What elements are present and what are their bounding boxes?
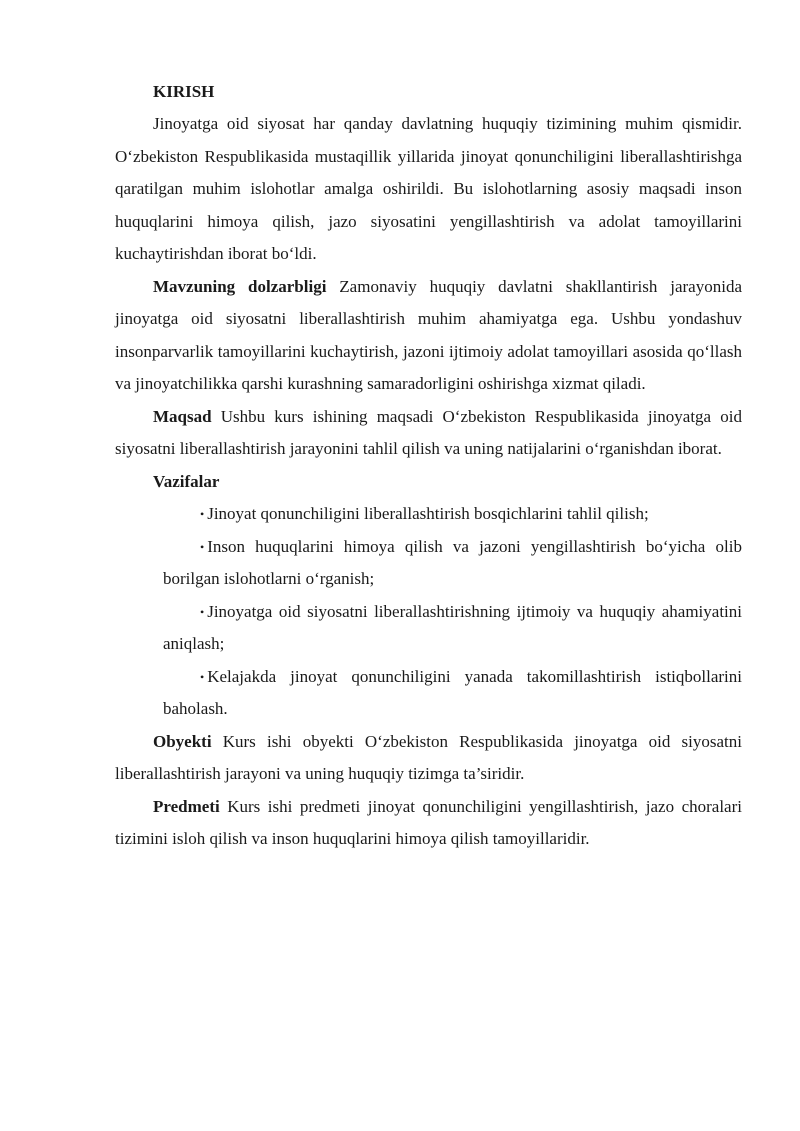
bullet-icon: •: [200, 507, 205, 521]
subject-label: Predmeti: [153, 796, 220, 816]
list-item-text: Jinoyatga oid siyosatni liberallashtirishning ijtimoiy va huquqiy ahamiyatini aniqlash;: [163, 601, 742, 653]
goal-paragraph: [115, 401, 742, 466]
list-item: [115, 661, 742, 726]
relevance-label: Mavzuning dolzarbligi: [153, 276, 327, 296]
list-item-text: Jinoyat qonunchiligini liberallashtirish bosqichlarini tahlil qilish;: [207, 504, 649, 523]
tasks-list: [115, 498, 742, 726]
tasks-heading: [115, 466, 742, 499]
subject-text: Kurs ishi predmeti jinoyat qonunchiligini yengillashtirish, jazo choralari tizimini isloh qilish va inson huquqlarini himoya qilish tamoyillaridir.: [115, 796, 742, 848]
list-item: [115, 531, 742, 596]
tasks-label: Vazifalar: [153, 471, 220, 491]
object-text: Kurs ishi obyekti O‘zbekiston Respublikasida jinoyatga oid siyosatni liberallashtirish jarayoni va uning huquqiy tizimga ta’siridir.: [115, 731, 742, 783]
relevance-text: Zamonaviy huquqiy davlatni shakllantirish jarayonida jinoyatga oid siyosatni liberallashtirish muhim ahamiyatga ega. Ushbu yondashuv insonparvarlik tamoyillarini kuchaytirish, jazoni ijtimoiy adolat tamoyillari asosida qo‘llash va jinoyatchilikka qarshi kurashning samaradorligini oshirishga xizmat qiladi.: [115, 276, 742, 393]
relevance-paragraph: [115, 271, 742, 401]
subject-paragraph: [115, 791, 742, 856]
list-item-text: Inson huquqlarini himoya qilish va jazoni yengillashtirish bo‘yicha olib borilgan islohotlarni o‘rganish;: [163, 536, 742, 588]
object-label: Obyekti: [153, 731, 212, 751]
bullet-icon: •: [200, 604, 205, 619]
object-paragraph: [115, 726, 742, 791]
goal-text: Ushbu kurs ishining maqsadi O‘zbekiston Respublikasida jinoyatga oid siyosatni liberallashtirish jarayonini tahlil qilish va uning natijalarini o‘rganishdan iborat.: [115, 406, 742, 458]
bullet-icon: •: [200, 539, 205, 554]
goal-label: Maqsad: [153, 406, 212, 426]
list-item: [115, 596, 742, 661]
bullet-icon: •: [200, 669, 205, 684]
list-item: [115, 498, 742, 531]
list-item-text: Kelajakda jinoyat qonunchiligini yanada takomillashtirish istiqbollarini baholash.: [163, 666, 742, 718]
section-heading: KIRISH: [153, 82, 215, 101]
intro-paragraph: Jinoyatga oid siyosat har qanday davlatning huquqiy tizimining muhim qismidir. O‘zbekiston Respublikasida mustaqillik yillarida jinoyat qonunchiligini liberallashtirishga qaratilgan muhim islohotlar amalga oshirildi. Bu islohotlarning asosiy maqsadi inson huquqlarini himoya qilish, jazo siyosatini yengillashtirish va adolat tamoyillarini kuchaytirishdan iborat bo‘ldi.: [115, 114, 742, 263]
